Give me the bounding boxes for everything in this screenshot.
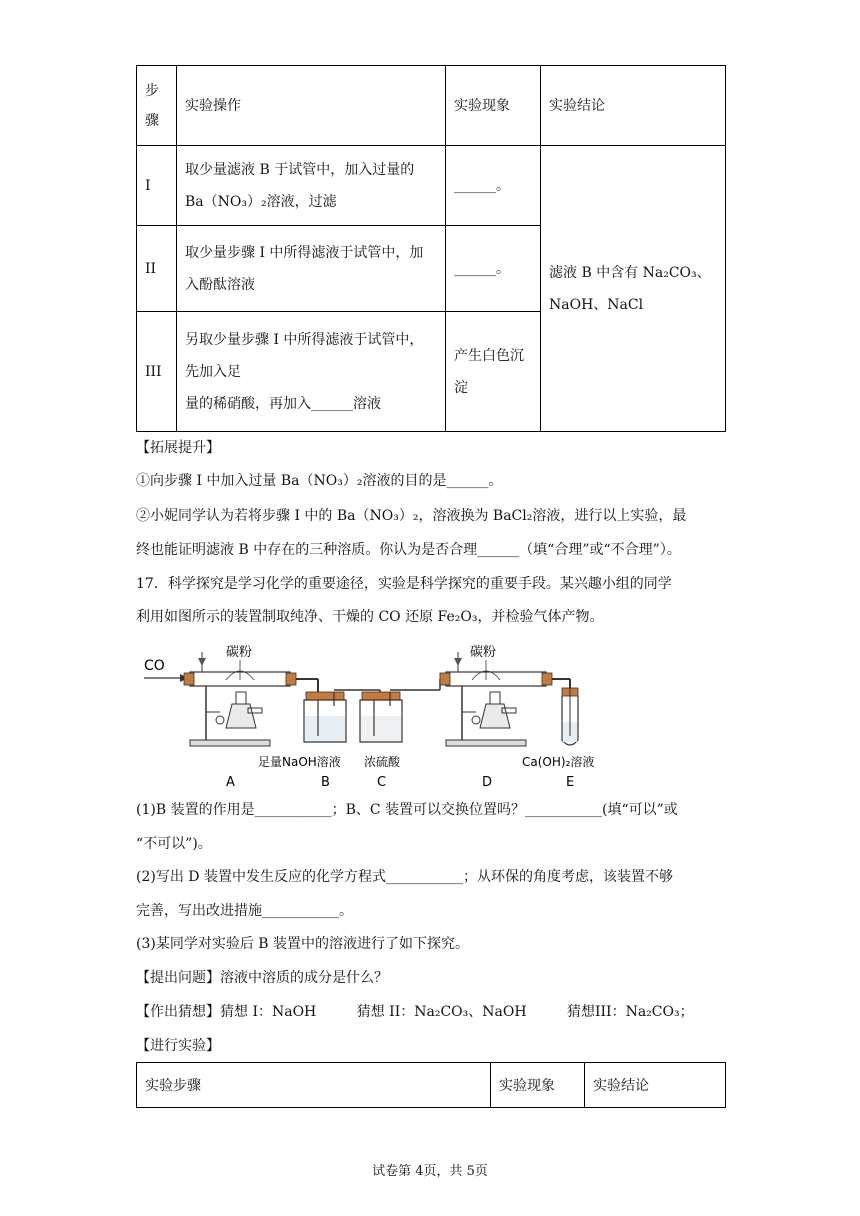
label-c-reagent: 浓硫酸 (364, 755, 401, 769)
label-c: C (377, 775, 387, 790)
header-conclusion: 实验结论 (541, 66, 726, 146)
conclusion-line: NaOH、NaCl (549, 296, 644, 313)
header-step: 步骤 (137, 66, 177, 146)
carbon-label-a: 碳粉 (226, 645, 253, 660)
operation-line: 量的稀硝酸，再加入______溶液 (185, 395, 381, 412)
question-1-line2: “不可以”)。 (136, 836, 212, 852)
experiment-table-2 (136, 1062, 726, 1108)
hypothesis-2: 猜想 II：Na₂CO₃、NaOH (356, 1004, 527, 1020)
label-e: E (566, 775, 575, 790)
phenomenon-cell: ______。 (446, 226, 541, 312)
phenomenon-line: 产生白色沉 (454, 347, 524, 364)
hypotheses (136, 1002, 726, 1022)
experiment-heading: 【进行实验】 (136, 1038, 220, 1054)
header-phenomenon: 实验现象 (491, 1063, 585, 1108)
table-row (137, 146, 726, 226)
hypothesis-3: 猜想III：Na₂CO₃； (566, 1004, 694, 1020)
extension-question-2-line1: ②小妮同学认为若将步骤 I 中的 Ba（NO₃）₂，溶液换为 BaCl₂溶液，进行以上实验，最 (136, 508, 687, 524)
label-d: D (482, 775, 493, 790)
phenomenon-cell: ______。 (446, 146, 541, 226)
apparatus-b (258, 692, 346, 790)
header-phenomenon: 实验现象 (446, 66, 541, 146)
page-footer: 试卷第 4页，共 5页 (372, 1164, 488, 1179)
operation-line: 取少量滤液 B 于试管中，加入过量的 (185, 161, 415, 178)
operation-cell (177, 312, 446, 432)
operation-line: 取少量步骤 I 中所得滤液于试管中，加 (185, 244, 424, 261)
operation-cell (177, 226, 446, 312)
operation-line: 另取少量步骤 I 中所得滤液于试管中， (185, 331, 424, 348)
question-2-line2: 完善，写出改进措施___________。 (136, 903, 353, 919)
question-17-line1: 17．科学探究是学习化学的重要途径，实验是科学探究的重要手段。某兴趣小组的同学 (136, 576, 672, 592)
apparatus-c (360, 692, 402, 790)
conclusion-cell (541, 146, 726, 432)
label-b-reagent: 足量NaOH溶液 (258, 755, 341, 769)
table-header-row (137, 66, 726, 146)
question-17-line2: 利用如图所示的装置制取纯净、干燥的 CO 还原 Fe₂O₃，并检验气体产物。 (136, 609, 604, 625)
question-2-line1: (2)写出 D 装置中发生反应的化学方程式___________；从环保的角度考虑，该装置不够 (136, 869, 673, 885)
hypothesis-1: 【作出猜想】猜想 I：NaOH (136, 1004, 317, 1020)
header-operation: 实验操作 (177, 66, 446, 146)
label-a: A (226, 775, 235, 790)
label-b: B (321, 775, 330, 790)
extension-question-2-line2: 终也能证明滤液 B 中存在的三种溶质。你认为是否合理______（填“合理”或“不合理”）。 (136, 542, 681, 558)
question-1-line1: (1)B 装置的作用是___________；B、C 装置可以交换位置吗？___________(填“可以”或 (136, 802, 678, 818)
header-steps: 实验步骤 (137, 1063, 491, 1108)
extension-heading: 【拓展提升】 (136, 440, 220, 456)
phenomenon-cell (446, 312, 541, 432)
experiment-table (136, 65, 726, 432)
apparatus-figure (140, 632, 620, 792)
operation-cell (177, 146, 446, 226)
conclusion-line: 滤液 B 中含有 Na₂CO₃、 (549, 264, 711, 281)
raise-question: 【提出问题】溶液中溶质的成分是什么？ (136, 970, 388, 986)
carbon-label-d: 碳粉 (470, 645, 497, 660)
extension-question-1: ①向步骤 I 中加入过量 Ba（NO₃）₂溶液的目的是______。 (136, 473, 503, 489)
step-cell: III (137, 312, 177, 432)
header-conclusion: 实验结论 (585, 1063, 726, 1108)
operation-line: 入酚酞溶液 (185, 276, 255, 293)
phenomenon-line: 淀 (454, 379, 468, 396)
apparatus-e (522, 688, 594, 790)
operation-line: Ba（NO₃）₂溶液，过滤 (185, 193, 337, 210)
step-cell: I (137, 146, 177, 226)
question-3: (3)某同学对实验后 B 装置中的溶液进行了如下探究。 (136, 936, 470, 952)
label-e-reagent: Ca(OH)₂溶液 (522, 755, 595, 769)
operation-line: 先加入足 (185, 363, 241, 380)
table-header-row (137, 1063, 726, 1108)
co-label: CO (144, 658, 165, 674)
step-cell: II (137, 226, 177, 312)
